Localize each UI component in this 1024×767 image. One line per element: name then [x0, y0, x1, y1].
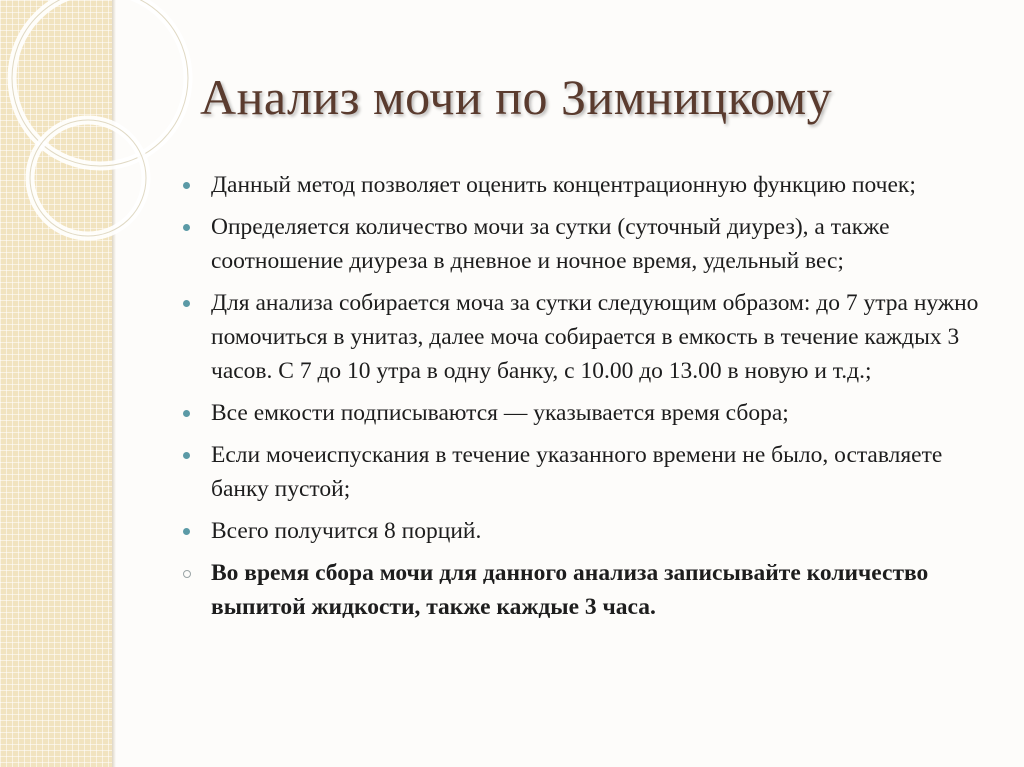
- bullet-item-note: [180, 556, 980, 624]
- bullet-circle-icon: [183, 570, 191, 578]
- bullet-dot-icon: [183, 300, 190, 307]
- bullet-item: [180, 514, 980, 548]
- bullet-text: Определяется количество мочи за сутки (суточный диурез), а также соотношение диуреза в дневное и ночное время, удельный вес;: [211, 214, 890, 274]
- bullet-text: Во время сбора мочи для данного анализа записывайте количество выпитой жидкости, также каждые 3 часа.: [211, 560, 929, 620]
- bullet-text: Если мочеиспускания в течение указанного времени не было, оставляете банку пустой;: [211, 442, 943, 502]
- ring-small: [30, 120, 146, 236]
- bullet-dot-icon: [183, 224, 190, 231]
- bullet-text: Данный метод позволяет оценить концентрационную функцию почек;: [211, 172, 916, 198]
- bullet-list: [180, 168, 980, 632]
- bullet-dot-icon: [183, 452, 190, 459]
- bullet-item: [180, 396, 980, 430]
- bullet-item: [180, 168, 980, 202]
- bullet-text: Всего получится 8 порций.: [211, 518, 482, 544]
- bullet-dot-icon: [183, 528, 190, 535]
- bullet-text: Для анализа собирается моча за сутки следующим образом: до 7 утра нужно помочиться в унитаз, далее моча собирается в емкость в течение каждых 3 часов. С 7 до 10 утра в одну банку, с 10.00 до 13.00 в новую и т.д.;: [211, 290, 979, 384]
- bullet-item: [180, 438, 980, 506]
- page-title: Анализ мочи по Зимницкому: [200, 69, 833, 125]
- bullet-dot-icon: [183, 182, 190, 189]
- bullet-dot-icon: [183, 410, 190, 417]
- bullet-text: Все емкости подписываются — указывается время сбора;: [211, 400, 789, 426]
- bullet-item: [180, 210, 980, 278]
- bullet-item: [180, 286, 980, 388]
- decorative-rings: [0, 0, 200, 320]
